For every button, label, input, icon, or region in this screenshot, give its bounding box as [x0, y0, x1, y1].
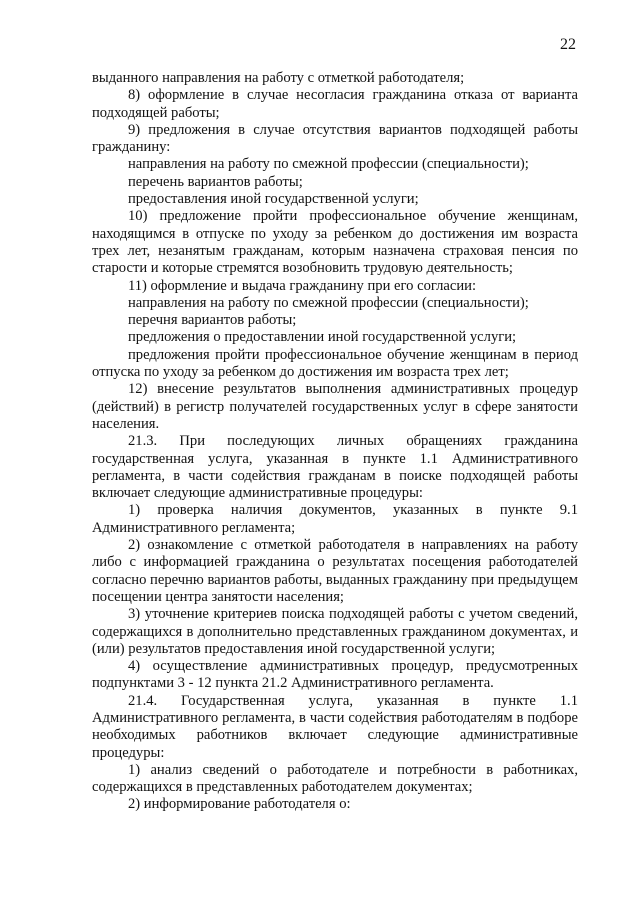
paragraph: 2) ознакомление с отметкой работодателя в направлениях на работу либо с информацией гражданина о результатах посещения работодателей согласно перечню вариантов работы, выданных гражданину при предыдущем посещении центра занятости населения; [92, 537, 578, 605]
paragraph: 1) проверка наличия документов, указанных в пункте 9.1 Административного регламента; [92, 502, 578, 536]
paragraph: 11) оформление и выдача гражданину при его согласии: [128, 277, 477, 294]
paragraph: 12) внесение результатов выполнения административных процедур (действий) в регистр получателей государственных услуг в сфере занятости населения. [92, 381, 578, 432]
paragraph: предоставления иной государственной услуги; [128, 191, 419, 208]
paragraph: 21.4. Государственная услуга, указанная в пункте 1.1 Административного регламента, в части содействия работодателям в подборе необходимых работников включает следующие административные процедуры: [92, 692, 578, 761]
paragraph: предложения пройти профессиональное обучение женщинам в период отпуска по уходу за ребенком до достижения им возраста трех лет; [92, 346, 578, 381]
paragraph: 1) анализ сведений о работодателе и потребности в работниках, содержащихся в представленных работодателем документах; [92, 761, 578, 796]
document-body [92, 70, 578, 814]
paragraph: предложения о предоставлении иной государственной услуги; [128, 329, 517, 346]
paragraph: 21.3. При последующих личных обращениях гражданина государственная услуга, указанная в пункте 1.1 Административного регламента, в части содействия гражданам в поиске подходящей работы включает следующие административные процедуры: [92, 433, 578, 502]
paragraph: выданного направления на работу с отметкой работодателя; [92, 70, 465, 86]
paragraph: направления на работу по смежной профессии (специальности); [128, 294, 529, 311]
paragraph: направления на работу по смежной профессии (специальности); [128, 156, 529, 173]
paragraph: 10) предложение пройти профессиональное обучение женщинам, находящимся в отпуске по уходу за ребенком до достижения им возраста трех лет, незанятым гражданам, которым назначена страховая пенсия по старости и которые стремятся возобновить трудовую деятельность; [92, 208, 578, 277]
page-number: 22 [560, 36, 576, 53]
paragraph: перечень вариантов работы; [128, 173, 303, 190]
paragraph: 3) уточнение критериев поиска подходящей работы с учетом сведений, содержащихся в дополнительно представленных гражданином документах, и (или) результатов предоставления иной государственной услуги; [92, 606, 578, 657]
paragraph: 2) информирование работодателя о: [128, 796, 351, 813]
paragraph: 8) оформление в случае несогласия гражданина отказа от варианта подходящей работы; [92, 87, 578, 121]
paragraph: 4) осуществление административных процедур, предусмотренных подпунктами 3 - 12 пункта 21.2 Административного регламента. [92, 658, 578, 692]
paragraph: перечня вариантов работы; [128, 312, 297, 329]
paragraph: 9) предложения в случае отсутствия вариантов подходящей работы гражданину: [92, 121, 578, 156]
